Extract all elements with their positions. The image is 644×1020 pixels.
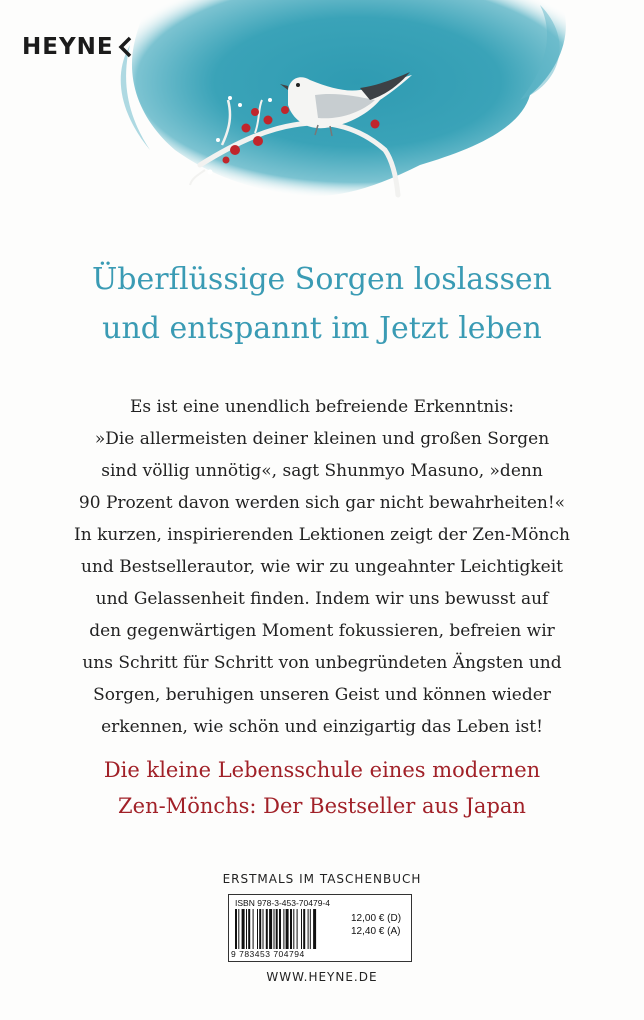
headline-line: Überflüssige Sorgen loslassen (92, 262, 552, 297)
barcode-bar (274, 909, 275, 949)
barcode-bar (283, 909, 284, 949)
publisher-name: HEYNE (22, 34, 114, 60)
barcode-bars (235, 909, 345, 949)
barcode-bar (238, 909, 239, 949)
barcode-bar (257, 909, 258, 949)
barcode-bar (269, 909, 272, 949)
barcode-bar (303, 909, 305, 949)
barcode-box (228, 894, 412, 962)
barcode-bar (301, 909, 302, 949)
ean-digits: 9 783453 704794 (231, 949, 305, 959)
barcode-bar (248, 909, 250, 949)
publisher-logo (22, 34, 132, 60)
barcode-bar (246, 909, 247, 949)
blurb-line: Sorgen, beruhigen unseren Geist und können wieder (93, 685, 551, 705)
barcode-bar (235, 909, 237, 949)
blurb-line: Es ist eine unendlich befreiende Erkenntnis: (129, 397, 515, 417)
first-edition-note: ERSTMALS IM TASCHENBUCH (222, 872, 422, 886)
isbn-number: ISBN 978-3-453-70479-4 (235, 898, 330, 908)
barcode-bar (279, 909, 281, 949)
blurb-line: sind völlig unnötig«, sagt Shunmyo Masuno, »denn (101, 461, 543, 481)
blurb-line: und Gelassenheit finden. Indem wir uns bewusst auf (95, 589, 549, 609)
barcode-bar (242, 909, 245, 949)
barcode-bar (293, 909, 294, 949)
barcode-bar (310, 909, 311, 949)
barcode-bar (313, 909, 316, 949)
tagline (0, 752, 644, 824)
headline-line: und entspannt im Jetzt leben (102, 311, 542, 346)
barcode-bar (263, 909, 264, 949)
blurb-line: »Die allermeisten deiner kleinen und großen Sorgen (94, 429, 550, 449)
barcode-bar (266, 909, 268, 949)
blurb-text (0, 391, 644, 743)
blurb-line: 90 Prozent davon werden sich gar nicht bewahrheiten!« (78, 493, 566, 513)
price-austria: 12,40 € (A) (351, 926, 401, 937)
publisher-website: WWW.HEYNE.DE (266, 970, 378, 984)
barcode-bar (286, 909, 289, 949)
tagline-line: Zen-Mönchs: Der Bestseller aus Japan (118, 794, 526, 818)
headline (0, 255, 644, 353)
blurb-line: erkennen, wie schön und einzigartig das Leben ist! (101, 717, 543, 737)
barcode-bar (276, 909, 278, 949)
barcode-bar (297, 909, 298, 949)
blurb-line: und Bestsellerautor, wie wir zu ungeahnter Leichtigkeit (81, 557, 563, 577)
price-germany: 12,00 € (D) (351, 913, 402, 924)
barcode-bar (253, 909, 254, 949)
tagline-line: Die kleine Lebensschule eines modernen (103, 758, 541, 782)
blurb-line: uns Schritt für Schritt von unbegründeten Ängsten und (82, 653, 562, 673)
blurb-line: In kurzen, inspirierenden Lektionen zeigt der Zen-Mönch (74, 525, 570, 545)
chevron-left-icon (118, 36, 132, 58)
blurb-line: den gegenwärtigen Moment fokussieren, befreien wir (89, 621, 555, 641)
barcode-bar (259, 909, 261, 949)
barcode-bar (290, 909, 292, 949)
barcode-bar (308, 909, 309, 949)
